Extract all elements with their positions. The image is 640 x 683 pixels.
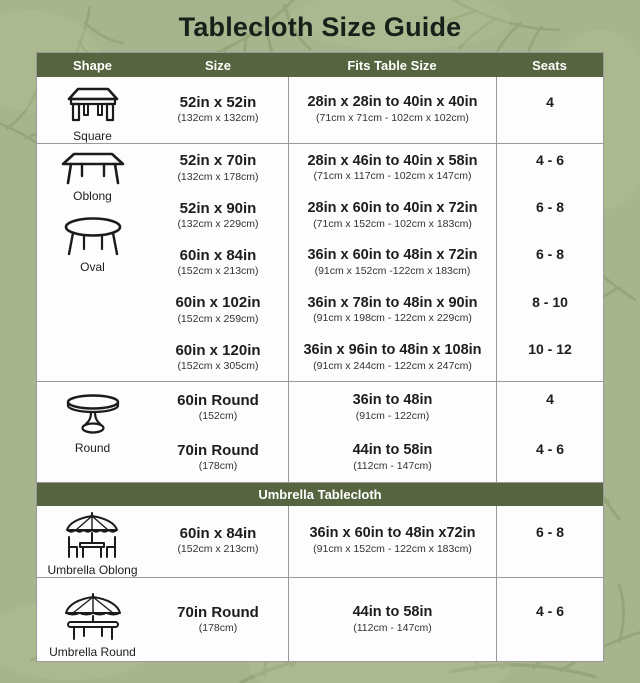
shape-label: Oblong [73, 189, 112, 203]
seats-value: 6 - 8 [535, 199, 564, 216]
seats-entry [497, 432, 603, 482]
fits-value: 36in x 78in to 48in x 90in [307, 294, 478, 311]
shape-label: Square [73, 129, 112, 143]
fits-cell [288, 506, 496, 577]
size-metric: (132cm x 229cm) [177, 217, 259, 230]
shape-label: Oval [80, 260, 105, 274]
section-square [37, 77, 603, 143]
shape-cell [37, 506, 148, 577]
seats-value: 6 - 8 [535, 523, 564, 540]
size-entry [148, 239, 288, 286]
size-entry [148, 382, 288, 432]
size-value: 60in x 84in [179, 524, 257, 542]
shape-cell [37, 382, 148, 482]
shape-label: Umbrella Oblong [47, 562, 138, 577]
seats-entry [497, 382, 603, 432]
fits-metric: (112cm - 147cm) [353, 622, 432, 635]
fits-value: 28in x 28in to 40in x 40in [307, 94, 478, 111]
fits-cell [288, 382, 496, 482]
fits-entry [289, 239, 496, 286]
shape-cell [37, 144, 148, 381]
size-cell [148, 77, 288, 143]
fits-metric: (71cm x 152cm - 102cm x 183cm) [313, 217, 472, 230]
seats-value: 4 [546, 390, 554, 407]
fits-cell [288, 144, 496, 381]
size-value: 70in Round [177, 604, 259, 622]
fits-value: 36in x 96in to 48in x 108in [303, 342, 482, 359]
umbrella-tablecloth-banner: Umbrella Tablecloth [37, 482, 603, 506]
size-cell [148, 382, 288, 482]
seats-entry [497, 578, 603, 661]
size-cell [148, 578, 288, 661]
size-entry [148, 77, 288, 142]
fits-entry [289, 144, 496, 191]
column-header-seats: Seats [532, 57, 567, 73]
size-metric: (152cm x 305cm) [177, 360, 259, 373]
umbrella-round-table-icon [55, 591, 131, 643]
seats-value: 4 - 6 [535, 603, 564, 620]
seats-cell [496, 382, 603, 482]
size-entry [148, 191, 288, 238]
size-entry [148, 578, 288, 661]
fits-cell [288, 578, 496, 661]
size-entry [148, 144, 288, 191]
size-metric: (152cm) [198, 409, 238, 422]
size-value: 52in x 70in [179, 152, 257, 170]
size-metric: (152cm x 213cm) [177, 542, 259, 555]
table-header-row [37, 53, 603, 77]
seats-value: 4 [546, 93, 554, 110]
size-metric: (178cm) [198, 459, 238, 472]
size-metric: (152cm x 259cm) [177, 312, 259, 325]
size-value: 60in x 84in [179, 247, 257, 265]
size-entry [148, 286, 288, 333]
page-title: Tablecloth Size Guide [178, 12, 462, 42]
column-header-fits: Fits Table Size [347, 57, 437, 73]
section-oblong-oval [37, 143, 603, 381]
fits-entry [289, 286, 496, 333]
fits-value: 36in x 60in to 48in x72in [309, 524, 476, 541]
seats-value: 8 - 10 [532, 293, 568, 310]
size-value: 70in Round [177, 441, 259, 459]
fits-value: 36in x 60in to 48in x 72in [307, 247, 478, 264]
seats-cell [496, 578, 603, 661]
fits-metric: (91cm x 244cm - 122cm x 247cm) [313, 359, 472, 372]
fits-metric: (71cm x 117cm - 102cm x 147cm) [313, 170, 472, 183]
seats-cell [496, 77, 603, 143]
round-table-icon [63, 393, 123, 439]
size-value: 52in x 90in [179, 199, 257, 217]
fits-entry [289, 77, 496, 142]
section-umbrella-round [37, 577, 603, 661]
seats-entry [497, 334, 603, 381]
fits-value: 44in to 58in [352, 441, 433, 458]
oblong-table-icon [58, 151, 128, 187]
seats-entry [497, 286, 603, 333]
size-entry [148, 334, 288, 381]
size-cell [148, 144, 288, 381]
size-value: 60in x 102in [175, 294, 261, 312]
fits-metric: (91cm x 152cm -122cm x 183cm) [314, 265, 471, 278]
seats-entry [497, 239, 603, 286]
seats-value: 4 - 6 [535, 440, 564, 457]
seats-value: 10 - 12 [528, 341, 572, 358]
fits-entry [289, 334, 496, 381]
fits-metric: (112cm - 147cm) [353, 459, 432, 472]
seats-value: 4 - 6 [535, 151, 564, 168]
seats-cell [496, 144, 603, 381]
fits-metric: (91cm x 198cm - 122cm x 229cm) [313, 312, 472, 325]
fits-entry [289, 578, 496, 661]
seats-entry [497, 506, 603, 574]
size-value: 60in Round [177, 391, 259, 409]
column-header-size: Size [204, 57, 231, 73]
fits-entry [289, 191, 496, 238]
size-entry [148, 506, 288, 574]
shape-label: Umbrella Round [49, 644, 136, 659]
fits-metric: (91cm - 122cm) [355, 409, 430, 422]
section-round [37, 381, 603, 482]
size-metric: (178cm) [198, 622, 238, 635]
fits-entry [289, 506, 496, 574]
shape-cell [37, 77, 148, 143]
seats-entry [497, 191, 603, 238]
fits-metric: (71cm x 71cm - 102cm x 102cm) [316, 112, 469, 125]
size-metric: (152cm x 213cm) [177, 265, 259, 278]
size-metric: (132cm x 132cm) [177, 112, 259, 125]
fits-entry [289, 432, 496, 482]
shape-label: Round [74, 440, 111, 455]
fits-entry [289, 382, 496, 432]
fits-value: 28in x 46in to 40in x 58in [307, 152, 478, 169]
seats-cell [496, 506, 603, 577]
shape-cell [37, 578, 148, 661]
size-metric: (132cm x 178cm) [177, 170, 259, 183]
section-umbrella-oblong [37, 506, 603, 577]
fits-value: 44in to 58in [352, 604, 433, 621]
column-header-shape: Shape [72, 57, 112, 73]
tablecloth-size-table [36, 52, 604, 662]
fits-value: 28in x 60in to 40in x 72in [307, 199, 478, 216]
size-cell [148, 506, 288, 577]
size-value: 52in x 52in [179, 94, 257, 112]
size-entry [148, 432, 288, 482]
fits-metric: (91cm x 152cm - 122cm x 183cm) [313, 542, 472, 555]
fits-cell [288, 77, 496, 143]
oval-table-icon [60, 216, 126, 258]
seats-entry [497, 144, 603, 191]
seats-entry [497, 77, 603, 142]
umbrella-oblong-table-icon [54, 511, 130, 561]
seats-value: 6 - 8 [535, 246, 564, 263]
size-value: 60in x 120in [175, 341, 261, 359]
fits-value: 36in to 48in [352, 391, 433, 408]
square-table-icon [60, 85, 126, 127]
